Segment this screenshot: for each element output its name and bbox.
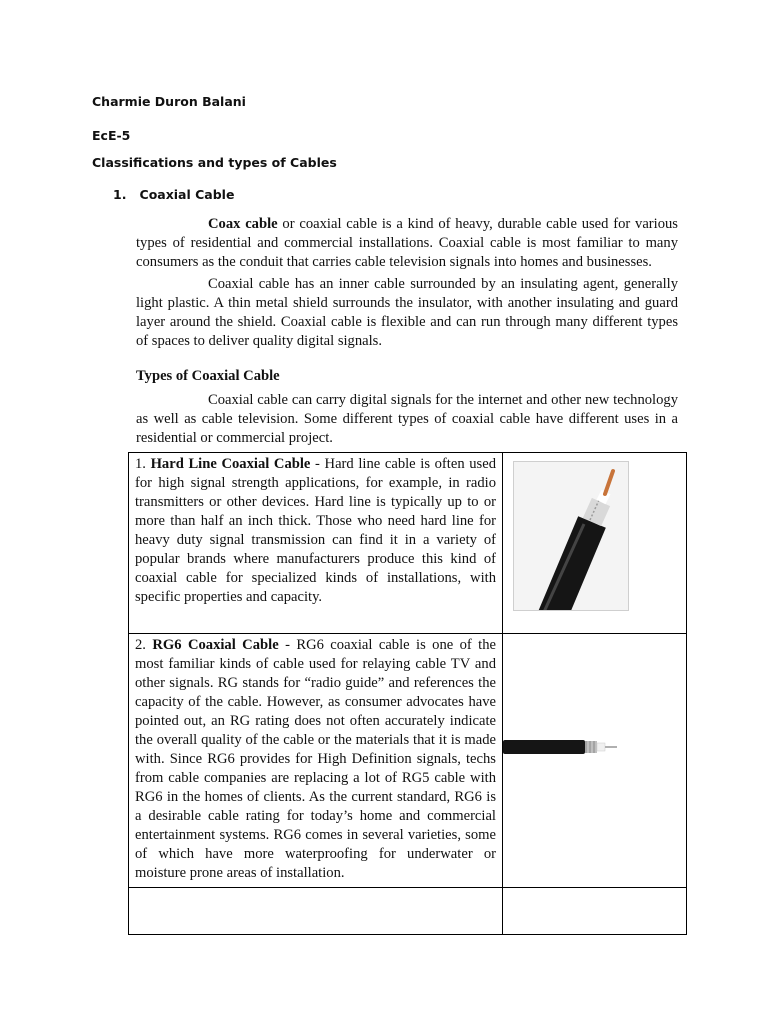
hard-line-name: Hard Line Coaxial Cable [150, 456, 311, 472]
hard-line-description [129, 453, 502, 611]
rg6-name: RG6 Coaxial Cable [152, 637, 279, 653]
types-heading: Types of Coaxial Cable [136, 368, 280, 384]
intro-paragraph-1-text: or coaxial cable is a kind of heavy, durable cable used for various types of residential and commercial installations. Coaxial cable is most familiar to many consumers as the conduit that carries cable television signals into homes and businesses. [136, 216, 678, 270]
table-row [129, 453, 687, 634]
rg6-text: - RG6 coaxial cable is one of the most familiar kinds of cable used for relaying cable TV and other signals. RG stands for “radio guide” and references the capacity of the cable. However, as consumer advocates have pointed out, an RG rating does not often accurately indicate the overall quality of the cable or the materials that it is made with. Since RG6 provides for High Definition signals, techs from cable companies are replacing a lot of RG5 cable with RG6 in the homes of clients. As the current standard, RG6 is a desirable cable rating for today’s home and commercial entertainment systems. RG6 comes in several varieties, some of which have more waterproofing for underwater or moisture prone areas of installation. [135, 637, 497, 881]
row-number: 1. [135, 456, 151, 472]
rg6-cable-photo [503, 644, 685, 784]
section-number: 1. [113, 187, 127, 202]
table-cell-empty [503, 888, 687, 935]
table-row [129, 634, 687, 888]
hard-line-text: - Hard line cable is often used for high signal strength applications, for example, in radio transmitters or other devices. Hard line is typically up to or more than half an inch thick. Those who need hard line for heavy duty signal transmission can find it in a variety of popular brands where manufacturers produce this kind of coaxial cable for specialized kinds of installations, with specific properties and capacity. [135, 456, 497, 605]
table-row [129, 888, 687, 935]
section-heading-coaxial [113, 187, 234, 202]
table-cell-image [503, 634, 687, 888]
author-name: Charmie Duron Balani [92, 94, 246, 109]
coax-cable-term: Coax cable [208, 216, 278, 232]
table-cell-description [129, 453, 503, 634]
types-intro-paragraph: Coaxial cable can carry digital signals for the internet and other new technology as well as cable television. Some different types of coaxial cable have different uses in a residential or commercial project. [136, 392, 678, 446]
table-cell-image [503, 453, 687, 634]
cable-types-table [128, 452, 687, 935]
table-cell-empty [129, 888, 503, 935]
class-section: EcE-5 [92, 128, 131, 143]
intro-paragraph-1 [136, 215, 678, 272]
section-label: Coaxial Cable [139, 187, 235, 202]
row-number: 2. [135, 637, 153, 653]
hard-line-cable-photo [513, 461, 629, 611]
rg6-description [129, 634, 502, 887]
document-title: Classifications and types of Cables [92, 155, 337, 170]
table-cell-description [129, 634, 503, 888]
intro-paragraph-2: Coaxial cable has an inner cable surrounded by an insulating agent, generally light plastic. A thin metal shield surrounds the insulator, with another insulating and guard layer around the shield. Coaxial cable is flexible and can run through many different types of spaces to deliver quality digital signals. [136, 276, 678, 349]
